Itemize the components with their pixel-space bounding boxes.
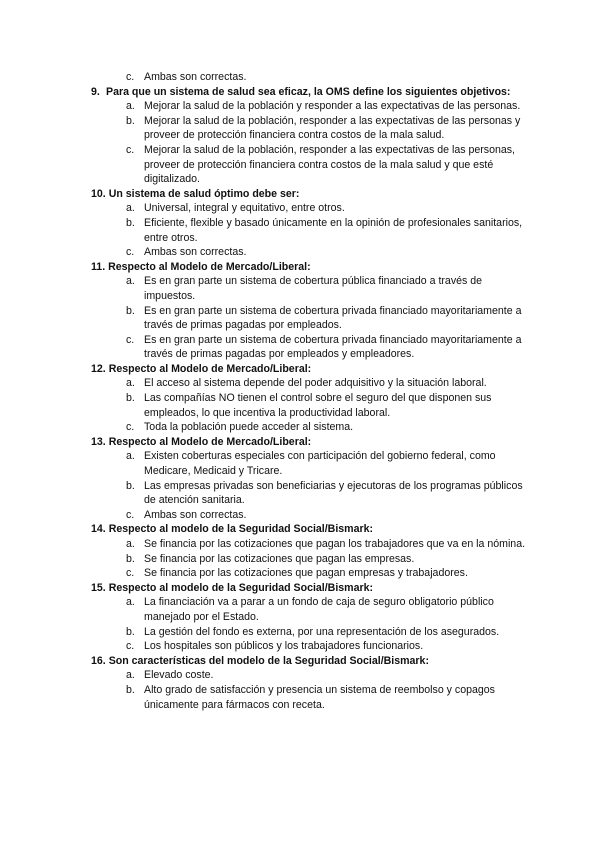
question-heading bbox=[0, 581, 600, 596]
question-text: Respecto al Modelo de Mercado/Liberal: bbox=[108, 435, 312, 448]
option-letter: a. bbox=[126, 100, 135, 113]
option-letter: a. bbox=[126, 538, 135, 550]
option-text: La gestión del fondo es externa, por una representación de los asegurados. bbox=[144, 625, 500, 638]
question-block bbox=[0, 581, 600, 654]
option-text: Es en gran parte un sistema de cobertura pública financiado a través de impuestos. bbox=[144, 275, 483, 302]
option-letter: b. bbox=[126, 625, 135, 638]
answer-option bbox=[0, 245, 600, 260]
option-letter: c. bbox=[126, 567, 135, 580]
answer-option bbox=[0, 639, 600, 654]
option-letter: c. bbox=[126, 71, 135, 83]
question-number: 9. bbox=[91, 85, 100, 98]
question-heading bbox=[0, 522, 600, 537]
option-letter: b. bbox=[126, 304, 135, 317]
option-letter: a. bbox=[126, 377, 135, 390]
option-text: Existen coberturas especiales con participación del gobierno federal, como Medicare, Medicaid y Tricare. bbox=[144, 450, 496, 478]
question-number: 11. bbox=[91, 260, 106, 273]
option-text: Se financia por las cotizaciones que pagan los trabajadores que va en la nómina. bbox=[144, 538, 526, 550]
answer-option bbox=[0, 70, 600, 85]
answer-option bbox=[0, 99, 600, 114]
option-text: Los hospitales son públicos y los trabajadores funcionarios. bbox=[144, 640, 424, 653]
question-text: Son características del modelo de la Seguridad Social/Bismark: bbox=[108, 654, 429, 667]
option-letter: c. bbox=[126, 143, 135, 156]
option-letter: b. bbox=[126, 114, 135, 127]
question-heading bbox=[0, 85, 600, 100]
option-text: Mejorar la salud de la población, responder a las expectativas de las personas, proveer de protección financiera contra costos de la mala salud y que esté digitalizado. bbox=[144, 143, 515, 186]
option-text: Es en gran parte un sistema de cobertura privada financiado mayoritariamente a través de primas pagadas por empleados y empleadores. bbox=[144, 333, 522, 361]
question-number: 10. bbox=[91, 187, 106, 200]
answer-option bbox=[0, 114, 600, 143]
answer-option bbox=[0, 274, 600, 303]
answer-option bbox=[0, 479, 600, 508]
option-text: Se financia por las cotizaciones que pagan las empresas. bbox=[144, 552, 415, 565]
answer-option bbox=[0, 216, 600, 245]
question-block bbox=[0, 187, 600, 260]
question-number: 12. bbox=[91, 362, 106, 375]
option-text: Es en gran parte un sistema de cobertura privada financiado mayoritariamente a través de primas pagadas por empleados. bbox=[144, 304, 522, 332]
option-text: Mejorar la salud de la población y responder a las expectativas de las personas. bbox=[144, 100, 521, 113]
question-text: Para que un sistema de salud sea eficaz, la OMS define los siguientes objetivos: bbox=[106, 85, 511, 98]
option-letter: c. bbox=[126, 508, 135, 521]
option-text: Se financia por las cotizaciones que pagan empresas y trabajadores. bbox=[144, 567, 468, 580]
option-text: El acceso al sistema depende del poder adquisitivo y la situación laboral. bbox=[144, 377, 487, 390]
answer-option bbox=[0, 143, 600, 187]
option-letter: a. bbox=[126, 669, 135, 682]
option-letter: c. bbox=[126, 421, 135, 434]
option-letter: c. bbox=[126, 246, 135, 259]
question-block bbox=[0, 70, 600, 85]
question-block bbox=[0, 654, 600, 712]
option-letter: a. bbox=[126, 450, 135, 463]
answer-option bbox=[0, 668, 600, 683]
option-letter: c. bbox=[126, 333, 135, 346]
question-heading bbox=[0, 187, 600, 202]
question-number: 13. bbox=[91, 435, 106, 448]
option-letter: a. bbox=[126, 202, 135, 215]
option-text: Ambas son correctas. bbox=[144, 71, 247, 83]
question-heading bbox=[0, 260, 600, 275]
answer-option bbox=[0, 201, 600, 216]
question-text: Respecto al modelo de la Seguridad Social/Bismark: bbox=[108, 523, 374, 536]
answer-option bbox=[0, 552, 600, 567]
option-letter: a. bbox=[126, 275, 135, 288]
option-letter: b. bbox=[126, 552, 135, 565]
question-block bbox=[0, 362, 600, 435]
question-block bbox=[0, 85, 600, 187]
answer-option bbox=[0, 566, 600, 581]
question-block bbox=[0, 522, 600, 580]
option-letter: a. bbox=[126, 596, 135, 609]
answer-option bbox=[0, 683, 600, 712]
option-text: Alto grado de satisfacción y presencia un sistema de reembolso y copagos únicamente para fármacos con receta. bbox=[144, 683, 495, 711]
question-block bbox=[0, 260, 600, 362]
option-text: Ambas son correctas. bbox=[144, 246, 247, 259]
question-text: Respecto al Modelo de Mercado/Liberal: bbox=[108, 260, 311, 273]
option-letter: b. bbox=[126, 683, 135, 696]
option-text: Mejorar la salud de la población, responder a las expectativas de las personas y proveer de protección financiera contra costos de la mala salud. bbox=[144, 114, 521, 142]
answer-option bbox=[0, 595, 600, 624]
option-text: Las empresas privadas son beneficiarias y ejecutoras de los programas públicos de atención sanitaria. bbox=[144, 479, 523, 507]
question-block bbox=[0, 435, 600, 523]
answer-option bbox=[0, 449, 600, 478]
question-number: 15. bbox=[91, 581, 106, 594]
option-text: Toda la población puede acceder al sistema. bbox=[144, 421, 354, 434]
option-text: Universal, integral y equitativo, entre otros. bbox=[144, 202, 345, 215]
answer-option bbox=[0, 376, 600, 391]
option-letter: c. bbox=[126, 640, 135, 653]
option-letter: b. bbox=[126, 216, 135, 229]
option-letter: b. bbox=[126, 392, 135, 405]
option-text: Las compañías NO tienen el control sobre el seguro del que disponen sus empleados, lo que incentiva la productividad laboral. bbox=[144, 392, 492, 419]
question-text: Un sistema de salud óptimo debe ser: bbox=[108, 187, 300, 200]
option-text: Elevado coste. bbox=[144, 669, 214, 682]
answer-option bbox=[0, 304, 600, 333]
answer-option bbox=[0, 625, 600, 640]
question-text: Respecto al Modelo de Mercado/Liberal: bbox=[108, 362, 312, 375]
question-text: Respecto al modelo de la Seguridad Social/Bismark: bbox=[108, 581, 374, 594]
answer-option bbox=[0, 537, 600, 552]
question-number: 14. bbox=[91, 523, 106, 536]
question-heading bbox=[0, 362, 600, 377]
option-text: Eficiente, flexible y basado únicamente en la opinión de profesionales sanitarios, entre otros. bbox=[144, 216, 523, 244]
question-number: 16. bbox=[91, 654, 106, 667]
answer-option bbox=[0, 420, 600, 435]
question-heading bbox=[0, 435, 600, 450]
document-page bbox=[0, 70, 600, 712]
option-letter: b. bbox=[126, 479, 135, 492]
answer-option bbox=[0, 508, 600, 523]
question-heading bbox=[0, 654, 600, 669]
option-text: Ambas son correctas. bbox=[144, 508, 247, 521]
option-text: La financiación va a parar a un fondo de caja de seguro obligatorio público manejado por el Estado. bbox=[144, 596, 494, 623]
answer-option bbox=[0, 333, 600, 362]
answer-option bbox=[0, 391, 600, 420]
